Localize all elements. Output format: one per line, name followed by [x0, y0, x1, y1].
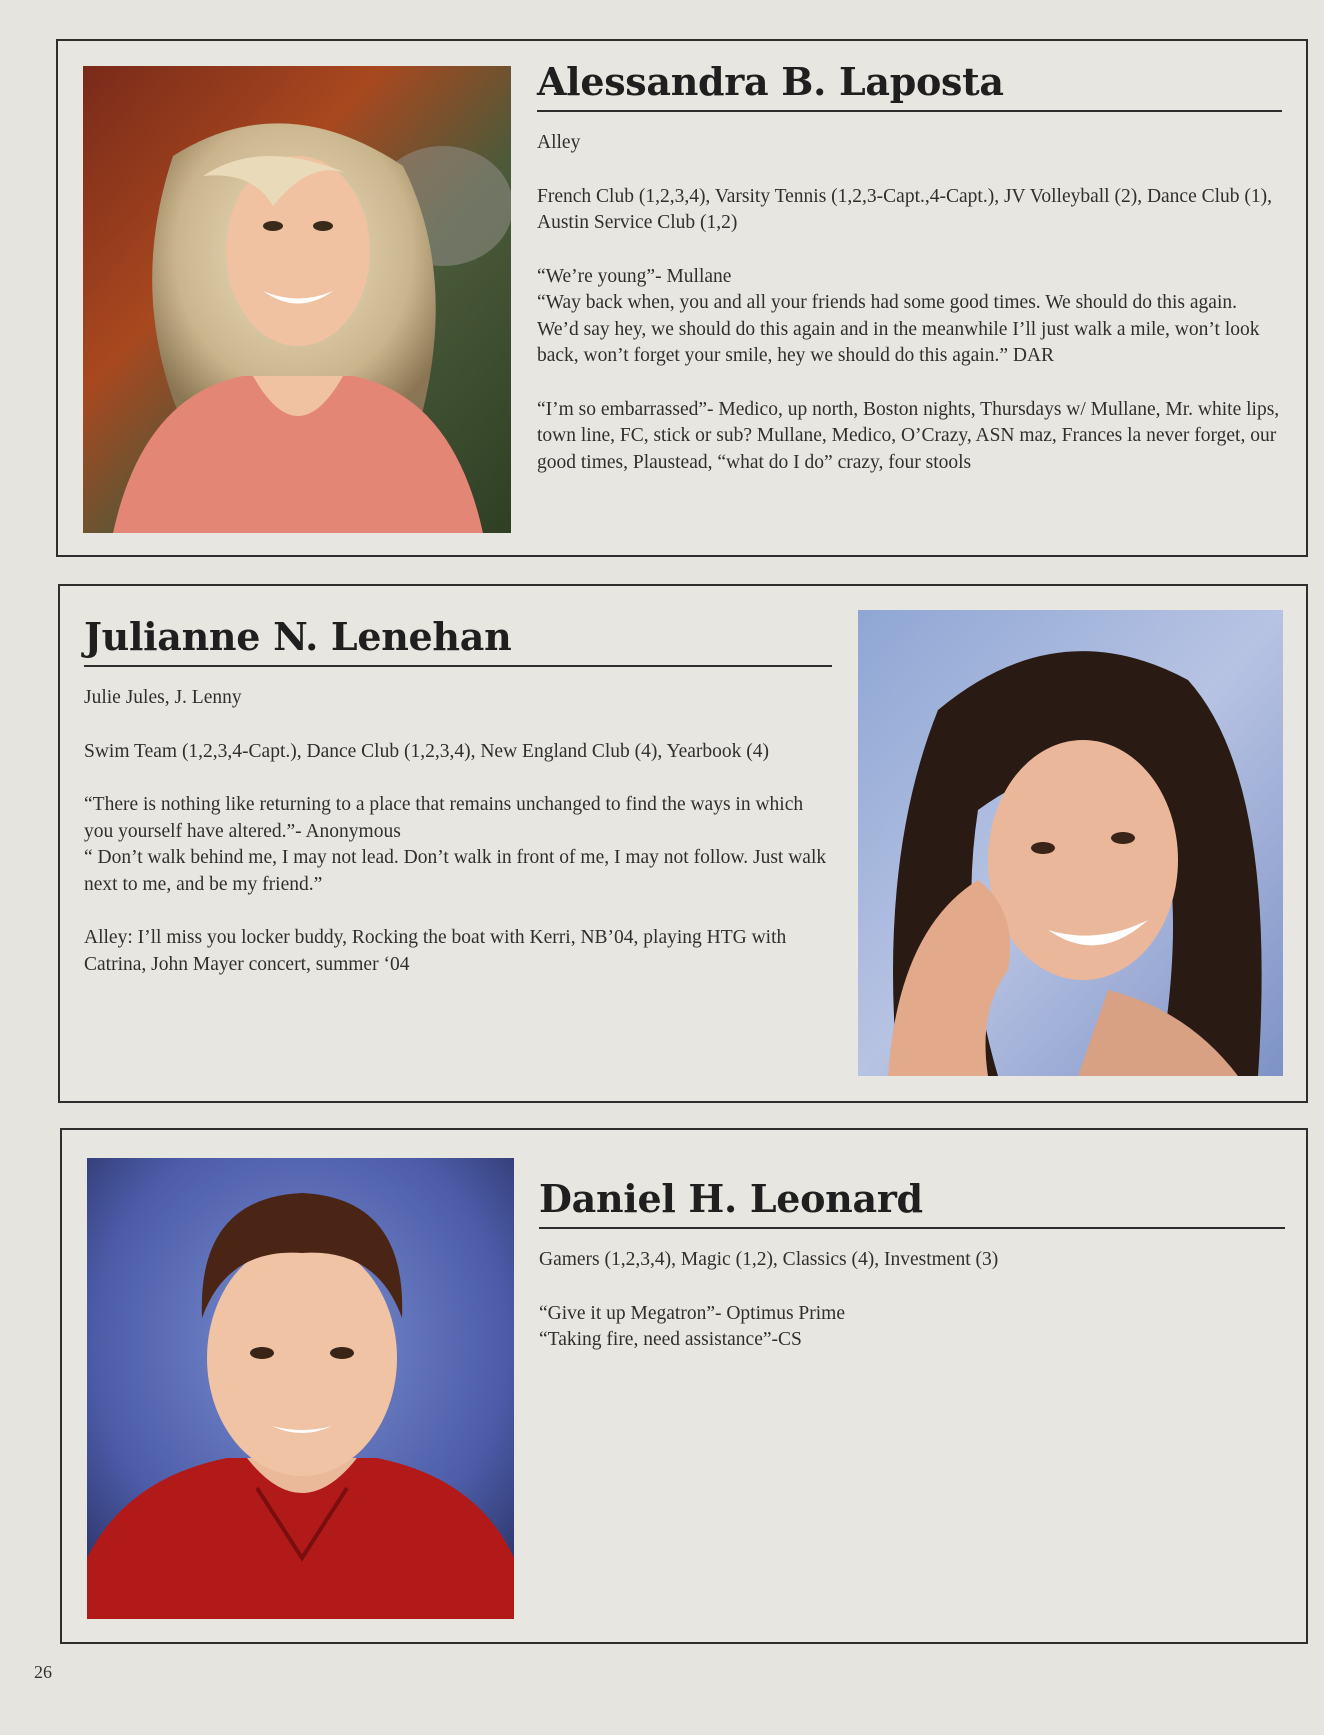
student-memories: “I’m so embarrassed”- Medico, up north, Boston nights, Thursdays w/ Mullane, Mr. white lips, town line, FC, stick or sub? Mullane, Medico, O’Crazy, ASN maz, Frances la never forget, our good times, Plaustead, “what do I do” crazy, four stools — [537, 398, 1280, 473]
student-nickname: Alley — [537, 132, 581, 153]
student-activities: Swim Team (1,2,3,4-Capt.), Dance Club (1,2,3,4), New England Club (4), Yearbook (4) — [84, 740, 769, 762]
student-quote: “Way back when, you and all your friends had some good times. We should do this again. We’d say hey, we should do this again and in the meanwhile I’ll just walk a mile, won’t look back, won’t forget your smile, hey we should do this again.” DAR — [537, 292, 1260, 366]
student-card-lenehan — [58, 584, 1308, 1103]
student-quote: “Give it up Megatron”- Optimus Prime — [539, 1302, 845, 1324]
student-quote: “Taking fire, need assistance”-CS — [539, 1329, 802, 1350]
student-name: Julianne N. Lenehan — [84, 614, 832, 667]
student-quote: “There is nothing like returning to a place that remains unchanged to find the ways in which you yourself have altered.”- Anonymous — [84, 794, 804, 842]
student-card-laposta — [56, 39, 1308, 557]
student-info-lenehan — [84, 614, 832, 978]
student-photo-lenehan — [858, 610, 1283, 1076]
student-name: Daniel H. Leonard — [539, 1176, 1285, 1229]
student-name: Alessandra B. Laposta — [537, 59, 1282, 112]
student-info-laposta — [537, 59, 1282, 476]
student-quote: “ Don’t walk behind me, I may not lead. Don’t walk in front of me, I may not follow. Just walk next to me, and be my friend.” — [84, 847, 827, 895]
student-quote: “We’re young”- Mullane — [537, 265, 732, 287]
student-memories: Alley: I’ll miss you locker buddy, Rocking the boat with Kerri, NB’04, playing HTG with Catrina, John Mayer concert, summer ‘04 — [84, 927, 787, 975]
student-activities: French Club (1,2,3,4), Varsity Tennis (1,2,3-Capt.,4-Capt.), JV Volleyball (2), Dance Club (1), Austin Service Club (1,2) — [537, 185, 1273, 233]
student-photo-leonard — [87, 1158, 514, 1619]
student-quotes — [537, 264, 1282, 370]
student-quotes — [84, 792, 832, 898]
page-number: 26 — [34, 1662, 52, 1682]
student-nickname: Julie Jules, J. Lenny — [84, 687, 242, 708]
student-card-leonard — [60, 1128, 1308, 1644]
student-photo-laposta — [83, 66, 511, 533]
student-activities: Gamers (1,2,3,4), Magic (1,2), Classics (4), Investment (3) — [539, 1249, 999, 1270]
student-info-leonard — [539, 1176, 1285, 1354]
student-quotes — [539, 1301, 1285, 1354]
